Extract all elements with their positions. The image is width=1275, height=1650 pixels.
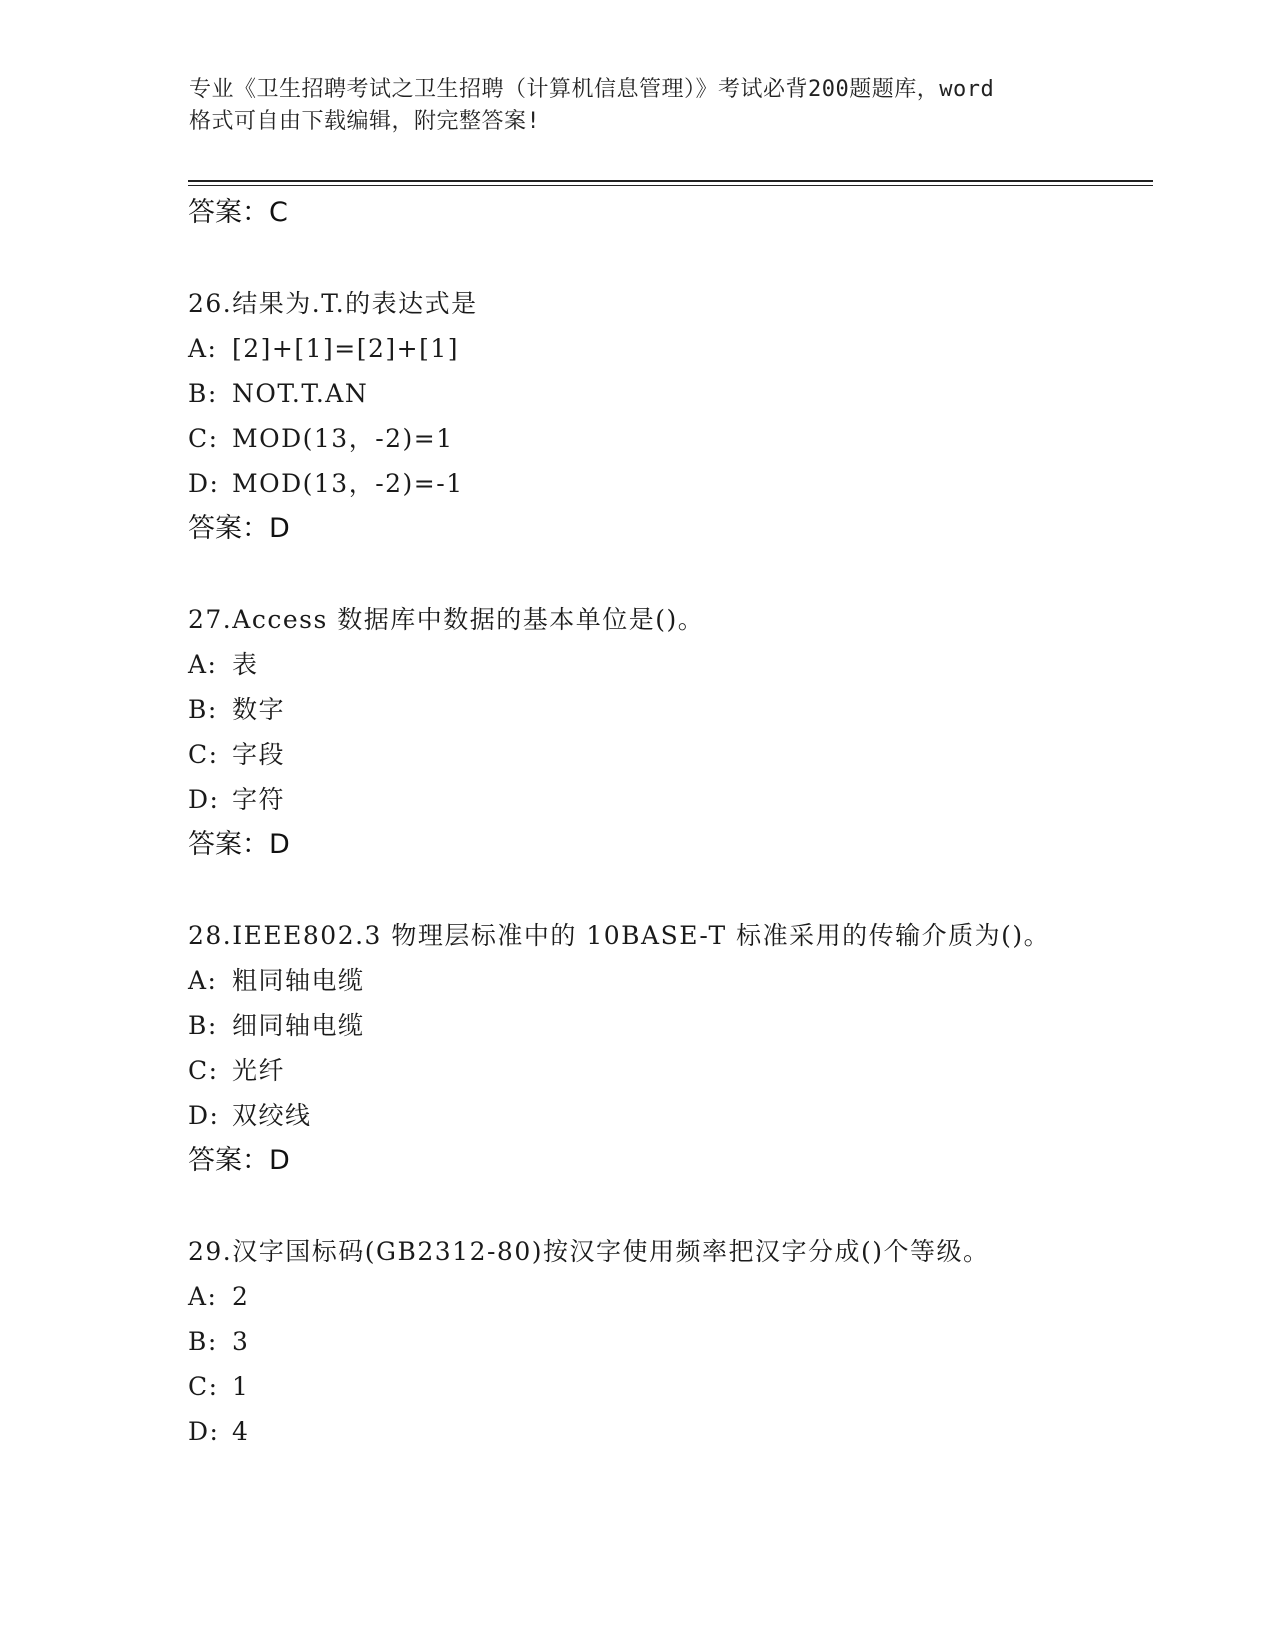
header-divider-top — [188, 180, 1153, 182]
question-26 — [188, 281, 1148, 552]
answer-line: 答案：D — [188, 829, 290, 860]
header-line-1: 专业《卫生招聘考试之卫生招聘（计算机信息管理）》考试必背200题题库，word — [189, 77, 995, 102]
option-letter: B: — [188, 1327, 218, 1356]
option-text: 表 — [232, 650, 259, 679]
option-letter: D: — [188, 469, 220, 498]
option-a — [188, 958, 1148, 1003]
option-a — [188, 1274, 1148, 1319]
option-d — [188, 461, 1148, 506]
option-letter: B: — [188, 695, 218, 724]
option-letter: B: — [188, 379, 218, 408]
option-letter: B: — [188, 1011, 218, 1040]
option-letter: D: — [188, 1101, 220, 1130]
option-text: 光纤 — [232, 1056, 286, 1085]
answer-line: 答案：D — [188, 513, 290, 544]
option-c — [188, 732, 1148, 777]
question-29 — [188, 1229, 1148, 1454]
option-c — [188, 1364, 1148, 1409]
option-letter: A: — [188, 650, 218, 679]
option-text: 4 — [232, 1417, 250, 1446]
question-27 — [188, 597, 1148, 868]
option-text: 数字 — [232, 695, 286, 724]
option-text: 3 — [232, 1327, 250, 1356]
option-text: 1 — [232, 1372, 250, 1401]
option-b — [188, 371, 1148, 416]
option-d — [188, 1409, 1148, 1454]
option-letter: C: — [188, 740, 219, 769]
option-text: 细同轴电缆 — [232, 1011, 365, 1040]
option-d — [188, 1093, 1148, 1138]
option-a — [188, 642, 1148, 687]
option-b — [188, 1319, 1148, 1364]
question-title: 28.IEEE802.3 物理层标准中的 10BASE-T 标准采用的传输介质为()。 — [188, 921, 1051, 950]
option-letter: D: — [188, 1417, 220, 1446]
option-text: MOD(13，-2)=-1 — [232, 469, 464, 498]
option-text: 字段 — [232, 740, 286, 769]
question-28 — [188, 913, 1148, 1184]
option-a — [188, 326, 1148, 371]
option-letter: A: — [188, 334, 218, 363]
header-line-2: 格式可自由下载编辑，附完整答案! — [189, 109, 541, 134]
option-text: 2 — [232, 1282, 250, 1311]
option-letter: A: — [188, 966, 218, 995]
answer-line: 答案：C — [188, 197, 288, 228]
answer-line: 答案：D — [188, 1145, 290, 1176]
option-letter: C: — [188, 424, 219, 453]
question-title: 27.Access 数据库中数据的基本单位是()。 — [188, 605, 705, 634]
option-b — [188, 687, 1148, 732]
option-text: [2]+[1]=[2]+[1] — [232, 334, 459, 363]
option-text: MOD(13，-2)=1 — [232, 424, 454, 453]
option-d — [188, 777, 1148, 822]
question-title: 26.结果为.T.的表达式是 — [188, 289, 478, 318]
option-letter: A: — [188, 1282, 218, 1311]
option-c — [188, 416, 1148, 461]
question-list — [188, 190, 1148, 1454]
option-letter: C: — [188, 1372, 219, 1401]
option-letter: C: — [188, 1056, 219, 1085]
option-letter: D: — [188, 785, 220, 814]
option-text: NOT.T.AN — [232, 379, 369, 408]
document-header — [189, 74, 1089, 138]
question-title: 29.汉字国标码(GB2312-80)按汉字使用频率把汉字分成()个等级。 — [188, 1237, 990, 1266]
option-text: 字符 — [232, 785, 286, 814]
header-divider-bottom — [188, 185, 1153, 186]
option-c — [188, 1048, 1148, 1093]
option-b — [188, 1003, 1148, 1048]
option-text: 粗同轴电缆 — [232, 966, 365, 995]
option-text: 双绞线 — [232, 1101, 312, 1130]
